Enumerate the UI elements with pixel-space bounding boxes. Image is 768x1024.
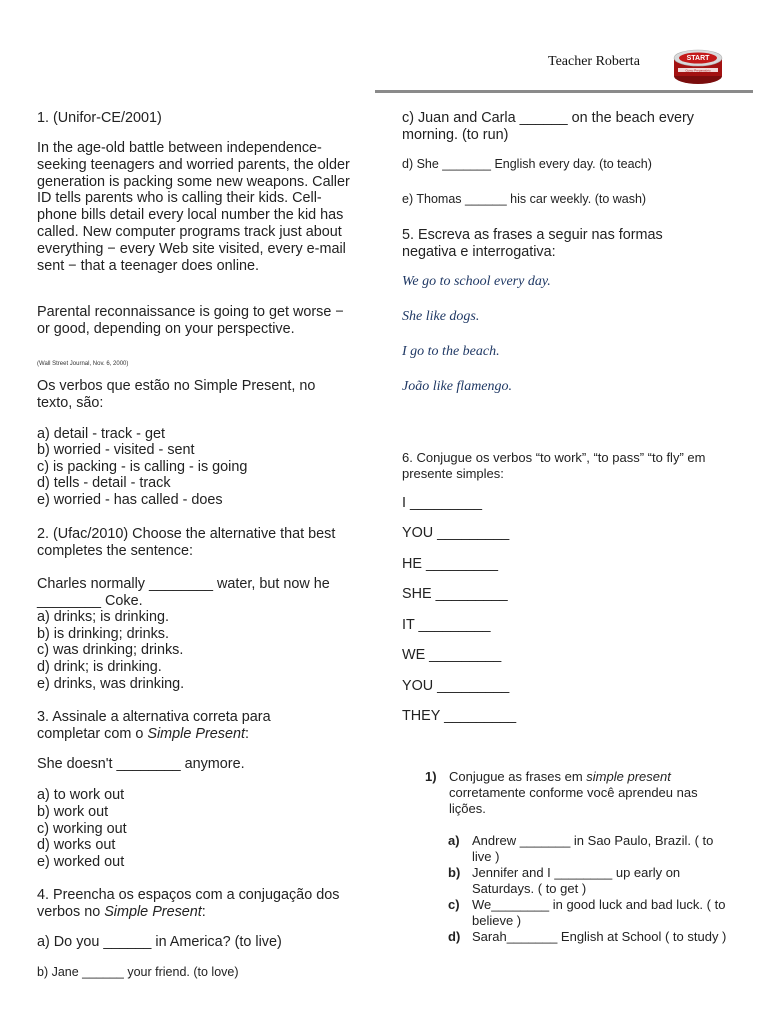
q3-option: e) worked out xyxy=(37,854,125,870)
logo-subtext: Curso Preparatório xyxy=(685,68,711,73)
exercise-item-letter: b) xyxy=(448,865,461,880)
exercise-item-letter: a) xyxy=(448,833,460,848)
q4-item-c: c) Juan and Carla ______ on the beach every morning. (to run) xyxy=(402,110,695,143)
q1-source: (Wall Street Journal, Nov. 6, 2000) xyxy=(37,361,129,367)
q1-passage-2: Parental reconnaissance is going to get worse − or good, depending on your perspective. xyxy=(37,304,344,337)
q6-pronoun-blank: IT _________ xyxy=(402,617,491,633)
exercise-item-letter: d) xyxy=(448,929,461,944)
q2-option: d) drink; is drinking. xyxy=(37,659,162,675)
q3-sentence: She doesn't ________ anymore. xyxy=(37,756,245,772)
q4-item-e: e) Thomas ______ his car weekly. (to wash) xyxy=(402,192,647,206)
q1-option: c) is packing - is calling - is going xyxy=(37,459,248,475)
logo-text: START xyxy=(686,55,710,62)
q5-sentence: I go to the beach. xyxy=(402,344,500,359)
q4-item-a: a) Do you ______ in America? (to live) xyxy=(37,934,282,950)
q6-pronoun-blank: SHE _________ xyxy=(402,586,508,602)
q3-option: b) work out xyxy=(37,804,109,820)
q4-item-d: d) She _______ English every day. (to teach) xyxy=(402,157,652,171)
q5-sentence: She like dogs. xyxy=(402,309,480,324)
exercise-item-letter: c) xyxy=(448,897,460,912)
q5-sentence: We go to school every day. xyxy=(402,274,551,289)
exercise-item-text: Sarah_______ English at School ( to study ) xyxy=(472,929,727,944)
q1-option: d) tells - detail - track xyxy=(37,475,171,491)
teacher-name: Teacher Roberta xyxy=(548,54,640,69)
q6-pronoun-blank: YOU _________ xyxy=(402,525,510,541)
q1-option: e) worried - has called - does xyxy=(37,492,223,508)
q6-pronoun-blank: HE _________ xyxy=(402,556,499,572)
q2-title: 2. (Ufac/2010) Choose the alternative that best completes the sentence: xyxy=(37,526,336,559)
q6-title: 6. Conjugue os verbos “to work”, “to pass” “to fly” em presente simples: xyxy=(402,450,706,481)
q4-item-b: b) Jane ______ your friend. (to love) xyxy=(37,965,239,979)
q6-pronoun-blank: WE _________ xyxy=(402,647,502,663)
q6-pronoun-blank: I _________ xyxy=(402,495,483,511)
exercise-item-text: Andrew _______ in Sao Paulo, Brazil. ( to live ) xyxy=(472,833,714,864)
q2-option: e) drinks, was drinking. xyxy=(37,676,185,692)
q1-passage: In the age-old battle between independence-seeking teenagers and worried parents, the older generation is packing some new weapons. Caller ID tells parents who is calling their kids. Cell-phone bills detail every local number the kid has called. New computer programs track just about everything − every Web site visited, every e-mail sent − that a teenager does online. xyxy=(37,140,350,274)
q4-title: 4. Preencha os espaços com a conjugação dos verbos no Simple Present: xyxy=(37,887,340,920)
right-column xyxy=(402,110,732,990)
left-column xyxy=(37,110,359,990)
q2-option: c) was drinking; drinks. xyxy=(37,642,184,658)
q3-option: c) working out xyxy=(37,821,127,837)
q3-title: 3. Assinale a alternativa correta para completar com o Simple Present: xyxy=(37,709,271,742)
start-logo xyxy=(672,46,724,86)
exercise-item-text: We________ in good luck and bad luck. ( to believe ) xyxy=(472,897,726,928)
q3-option: d) works out xyxy=(37,837,116,853)
q6-pronoun-blank: YOU _________ xyxy=(402,678,510,694)
q2-option: b) is drinking; drinks. xyxy=(37,626,169,642)
q2-option: a) drinks; is drinking. xyxy=(37,609,169,625)
q1-question: Os verbos que estão no Simple Present, no texto, são: xyxy=(37,378,316,411)
exercise-title: Conjugue as frases em simple present corretamente conforme você aprendeu nas lições. xyxy=(449,769,698,816)
q1-option: b) worried - visited - sent xyxy=(37,442,195,458)
q1-title: 1. (Unifor-CE/2001) xyxy=(37,110,162,126)
q2-sentence: Charles normally ________ water, but now he ________ Coke. xyxy=(37,576,330,609)
q6-pronoun-blank: THEY _________ xyxy=(402,708,517,724)
header-rule xyxy=(375,90,753,93)
q5-title: 5. Escreva as frases a seguir nas formas negativa e interrogativa: xyxy=(402,227,663,260)
exercise-item-text: Jennifer and I ________ up early on Saturdays. ( to get ) xyxy=(472,865,681,896)
q1-option: a) detail - track - get xyxy=(37,426,165,442)
q5-sentence: João like flamengo. xyxy=(402,379,513,394)
exercise-number: 1) xyxy=(425,769,437,784)
q3-option: a) to work out xyxy=(37,787,125,803)
